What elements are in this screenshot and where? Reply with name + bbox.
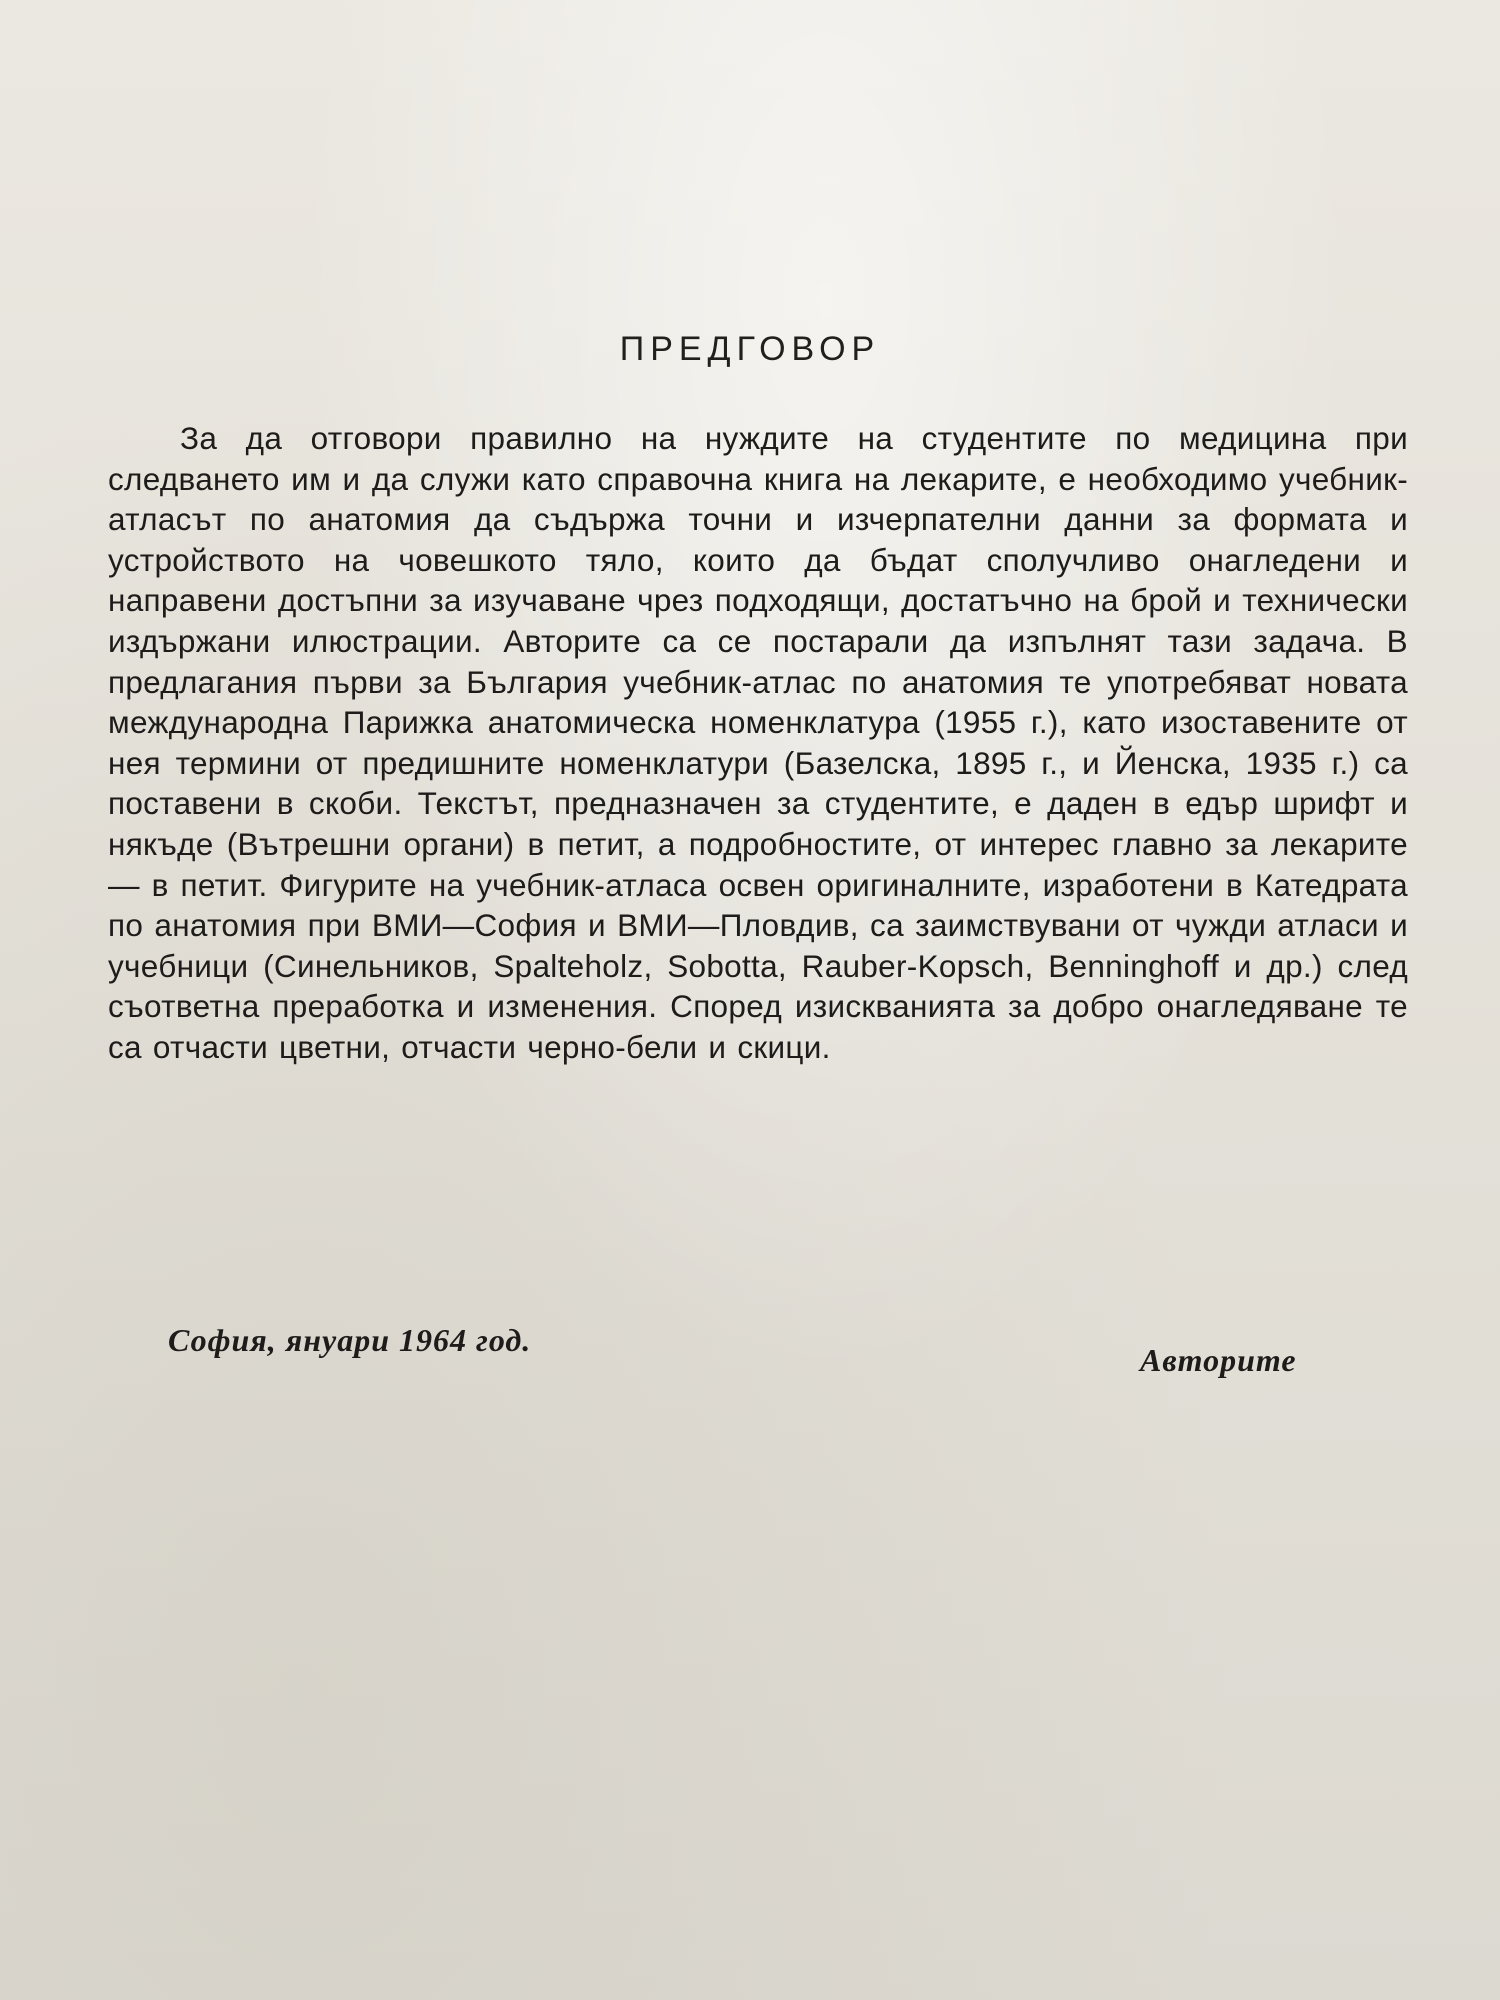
place-and-date: София, януари 1964 год. xyxy=(168,1322,532,1358)
page-title: ПРЕДГОВОР xyxy=(619,330,881,368)
signature: Авторите xyxy=(1140,1342,1297,1378)
preface-paragraph: За да отговори правилно на нуждите на студентите по медицина при следването им и да служи като справочна книга на лекарите, е необходимо учебник-атласът по анатомия да съдържа точни и изчерпателни данни за формата и устройството на човешкото тяло, които да бъдат сполучливо онагледени и направени достъпни за изучаване чрез подходящи, достатъчно на брой и технически издържани илюстрации. Авторите са се постарали да изпълнят тази задача. В предлагания първи за България учебник-атлас по анатомия те употребяват новата международна Парижка анатомическа номенклатура (1955 г.), като изоставените от нея термини от предишните номенклатури (Базелска, 1895 г., и Йенска, 1935 г.) са поставени в скоби. Текстът, предназначен за студентите, е даден в едър шрифт и някъде (Вътрешни органи) в петит, а подробностите, от интерес главно за лекарите — в петит. Фигурите на учебник-атласа освен оригиналните, изработени в Катедрата по анатомия при ВМИ—София и ВМИ—Пловдив, са заимствувани от чужди атласи и учебници (Синельников, Spalteholz, Sobotta, Rauber-Kopsch, Benninghoff и др.) след съответна преработка и изменения. Според изискванията за добро онагледяване те са отчасти цветни, отчасти черно-бели и скици. xyxy=(108,420,1408,1065)
